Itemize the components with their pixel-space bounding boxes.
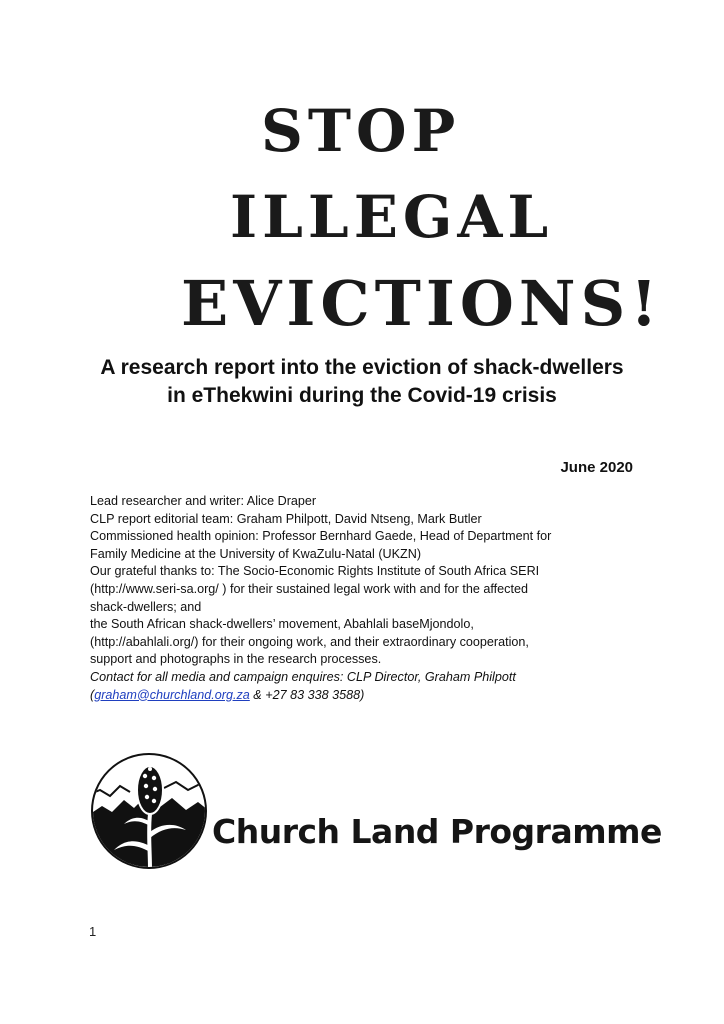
credit-editorial-team: CLP report editorial team: Graham Philpott, David Ntseng, Mark Butler — [90, 511, 482, 526]
credit-thanks-3: shack-dwellers; and — [90, 599, 202, 614]
report-date: June 2020 — [560, 459, 633, 476]
credits-block — [90, 493, 650, 704]
contact-line-2 — [90, 687, 650, 705]
logo-wordmark: Church Land Programme — [212, 812, 662, 851]
title-line-3: EVICTIONS! — [181, 267, 663, 340]
title-line-2: ILLEGAL — [230, 183, 554, 251]
contact-open-paren: ( — [90, 687, 95, 702]
credit-thanks-5: (http://abahlali.org/) for their ongoing work, and their extraordinary cooperation, — [90, 634, 529, 649]
credit-health-opinion-2: Family Medicine at the University of KwaZulu-Natal (UKZN) — [90, 546, 422, 561]
sorghum-plant-icon — [90, 752, 208, 870]
page-number: 1 — [89, 924, 97, 939]
credit-thanks-6: support and photographs in the research processes. — [90, 652, 382, 667]
title-line-1: STOP — [261, 97, 461, 165]
contact-phone: & +27 83 338 3588) — [249, 687, 365, 702]
contact-line-1: Contact for all media and campaign enquires: CLP Director, Graham Philpott — [90, 669, 516, 684]
credit-thanks-4: the South African shack-dwellers’ movement, Abahlali baseMjondolo, — [90, 617, 474, 632]
credit-lead-researcher: Lead researcher and writer: Alice Draper — [90, 494, 317, 508]
credit-thanks-1: Our grateful thanks to: The Socio-Economic Rights Institute of South Africa SERI — [90, 564, 540, 579]
contact-email-link[interactable]: graham@churchland.org.za — [94, 687, 250, 702]
subtitle-line-2: in eThekwini during the Covid-19 crisis — [167, 384, 557, 407]
subtitle-line-1: A research report into the eviction of shack-dwellers — [100, 356, 624, 379]
credit-thanks-2: (http://www.seri-sa.org/ ) for their sustained legal work with and for the affected — [90, 581, 528, 596]
credit-health-opinion-1: Commissioned health opinion: Professor Bernhard Gaede, Head of Department for — [90, 529, 552, 544]
